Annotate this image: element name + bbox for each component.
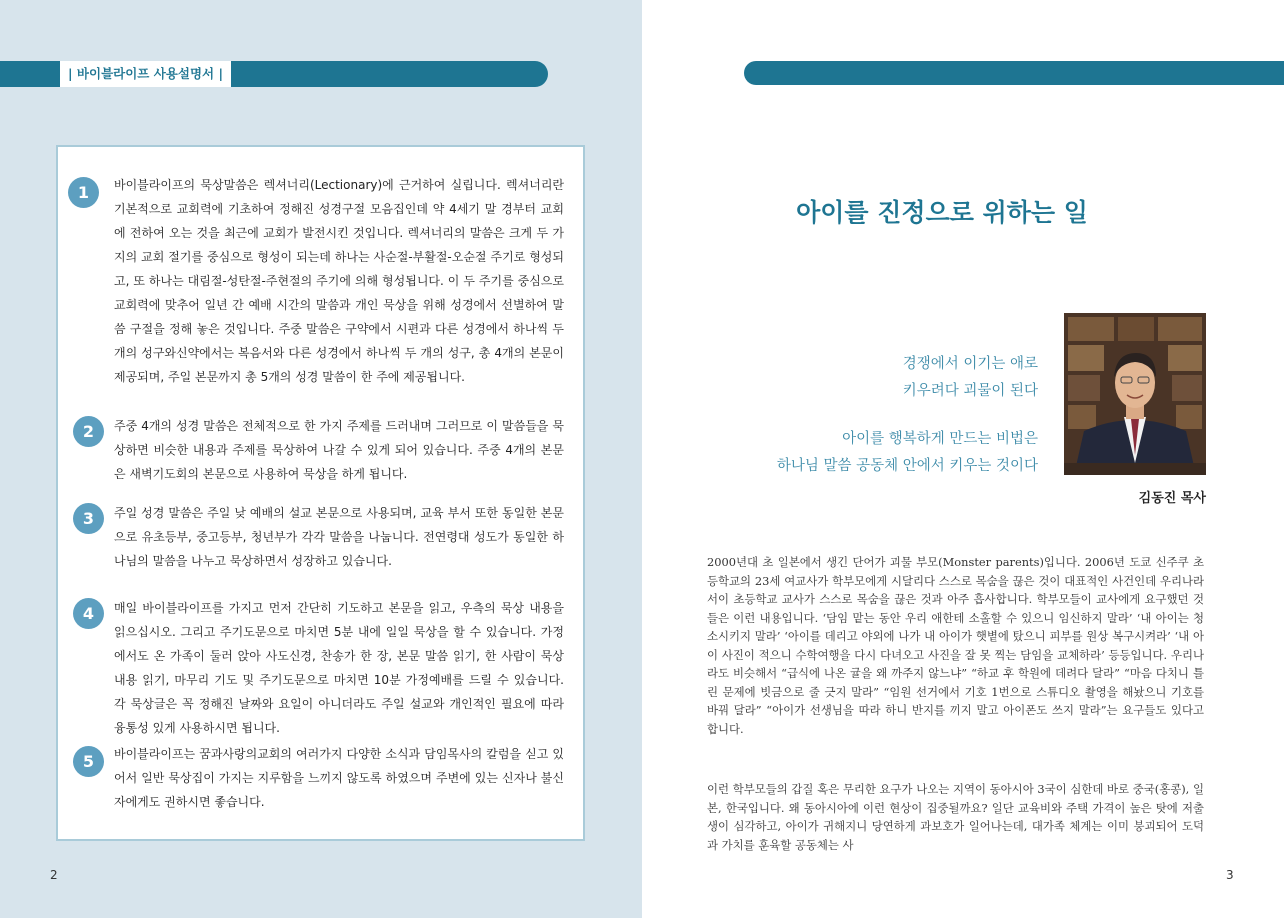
item-number-badge: 5 xyxy=(73,746,104,777)
item-number-badge: 1 xyxy=(68,177,99,208)
body-paragraph: 이런 학부모들의 갑질 혹은 무리한 요구가 나오는 지역이 동아시아 3국이 심한데 바로 중국(홍콩), 일본, 한국입니다. 왜 동아시아에 이런 현상이 집중될까요? 일단 교육비와 주택 가격이 높은 탓에 저출생이 심각하고, 아이가 귀해지니 당연하게 과보호가 일어나는데, 대가족 체계는 이미 붕괴되어 도덕과 가치를 훈육할 공동체는 사 xyxy=(707,782,1204,852)
item-text: 주일 성경 말씀은 주일 낮 예배의 설교 본문으로 사용되며, 교육 부서 또한 동일한 본문으로 유초등부, 중고등부, 청년부가 각각 말씀을 나눕니다. 전연령대 성도가 동일한 하나님의 말씀을 나누고 묵상하면서 성장하고 있습니다. xyxy=(114,506,564,568)
item-text: 주중 4개의 성경 말씀은 전체적으로 한 가지 주제를 드러내며 그러므로 이 말씀들을 묵상하면 비슷한 내용과 주제를 묵상하여 나갈 수 있게 되어 있습니다. 주중 4개의 본문은 새벽기도회의 본문으로 사용하여 묵상을 하게 됩니다. xyxy=(114,419,564,481)
item-text: 매일 바이블라이프를 가지고 먼저 간단히 기도하고 본문을 읽고, 우측의 묵상 내용을 읽으십시오. 그리고 주기도문으로 마치면 5분 내에 일일 묵상을 할 수 있습니다. 가정에서도 온 가족이 둘러 앉아 사도신경, 찬송가 한 장, 본문 말씀 읽기, 한 사람이 묵상 내용 읽기, 마무리 기도 및 주기도문으로 마치면 10분 가정예배를 드릴 수 있습니다. 각 묵상글은 꼭 정해진 날짜와 요일이 아니더라도 주일 설교와 개인적인 필요에 따라 융통성 있게 사용하시면 됩니다. xyxy=(114,601,564,735)
item-text: 바이블라이프는 꿈과사랑의교회의 여러가지 다양한 소식과 담임목사의 칼럼을 싣고 있어서 일반 묵상집이 가지는 지루함을 느끼지 않도록 하였으며 주변에 있는 신자나 불신자에게도 권하시면 좋습니다. xyxy=(114,747,564,809)
body-paragraph: 2000년대 초 일본에서 생긴 단어가 괴물 부모(Monster parents)입니다. 2006년 도쿄 신주쿠 초등학교의 23세 여교사가 학부모에게 시달리다 스스로 목숨을 끊은 것이 대표적인 사건인데 우리나라 서이 초등학교 교사가 스스로 목숨을 끊은 것과 아주 흡사합니다. 학부모들이 교사에게 요구했던 것들은 이런 내용입니다. ‘담임 맡는 동안 우리 애한테 소홀할 수 있으니 임신하지 말라’ ‘내 아이는 청소시키지 말라’ ‘아이를 데리고 야외에 나가 내 아이가 햇볕에 탔으니 피부를 원상 복구시켜라’ ‘내 아이 사진이 적으니 수학여행을 다시 다녀오고 사진을 잘 못 찍는 담임을 교체하라’ 등등입니다. 우리나라도 비슷해서 “급식에 나온 귤을 왜 까주지 않느냐” “하교 후 학원에 데려다 달라” “마음 다치니 틀린 문제에 빗금으로 줄 긋지 말라” “임원 선거에서 기호 1번으로 스튜디오 촬영을 해놨으니 기호를 바꿔 달라” “아이가 선생님을 따라 하니 반지를 끼지 말고 아이폰도 쓰지 말라”는 요구들도 있다고 합니다. xyxy=(707,555,1204,736)
quote-line: 경쟁에서 이기는 애로 xyxy=(902,356,1038,372)
page-number-left: 2 xyxy=(50,868,58,882)
quote-line: 아이를 행복하게 만드는 비법은 xyxy=(842,431,1038,447)
item-number-badge: 4 xyxy=(73,598,104,629)
pull-quote-2 xyxy=(777,426,1038,480)
author-photo xyxy=(1064,313,1206,475)
section-header-label: | 바이블라이프 사용설명서 | xyxy=(60,61,231,87)
article-title: 아이를 진정으로 위하는 일 xyxy=(796,198,1088,227)
item-number-badge: 3 xyxy=(73,503,104,534)
quote-line: 하나님 말씀 공동체 안에서 키우는 것이다 xyxy=(776,458,1038,474)
author-portrait-illustration xyxy=(1064,313,1206,475)
item-text: 바이블라이프의 묵상말씀은 렉셔너리(Lectionary)에 근거하여 실립니다. 렉셔너리란 기본적으로 교회력에 기초하여 정해진 성경구절 모음집인데 약 4세기 말 경부터 교회에 전하여 오는 것을 최근에 교회가 발전시킨 것입니다. 렉셔너리의 말씀은 크게 두 가지의 교회 절기를 중심으로 형성이 되는데 하나는 사순절-부활절-오순절 주기로 형성되고, 또 하나는 대림절-성탄절-주현절의 주기에 의해 형성됩니다. 이 두 주기를 중심으로 교회력에 맞추어 일년 간 예배 시간의 말씀과 개인 묵상을 위해 성경에서 선별하여 말씀 구절을 정해 놓은 것입니다. 주중 말씀은 구약에서 시편과 다른 성경에서 하나씩 두 개의 성구와신약에서는 복음서와 다른 성경에서 하나씩 두 개의 성구, 총 4개의 본문이 제공되며, 주일 본문까지 총 5개의 성경 말씀이 한 주에 제공됩니다. xyxy=(114,178,564,384)
pull-quote-1 xyxy=(903,351,1038,405)
item-number-badge: 2 xyxy=(73,416,104,447)
author-name: 김동진 목사 xyxy=(1138,491,1206,506)
user-manual-box xyxy=(56,145,585,841)
quote-line: 키우려다 괴물이 된다 xyxy=(902,383,1038,399)
page-number-right: 3 xyxy=(1226,868,1234,882)
header-bar-right xyxy=(744,61,1284,85)
